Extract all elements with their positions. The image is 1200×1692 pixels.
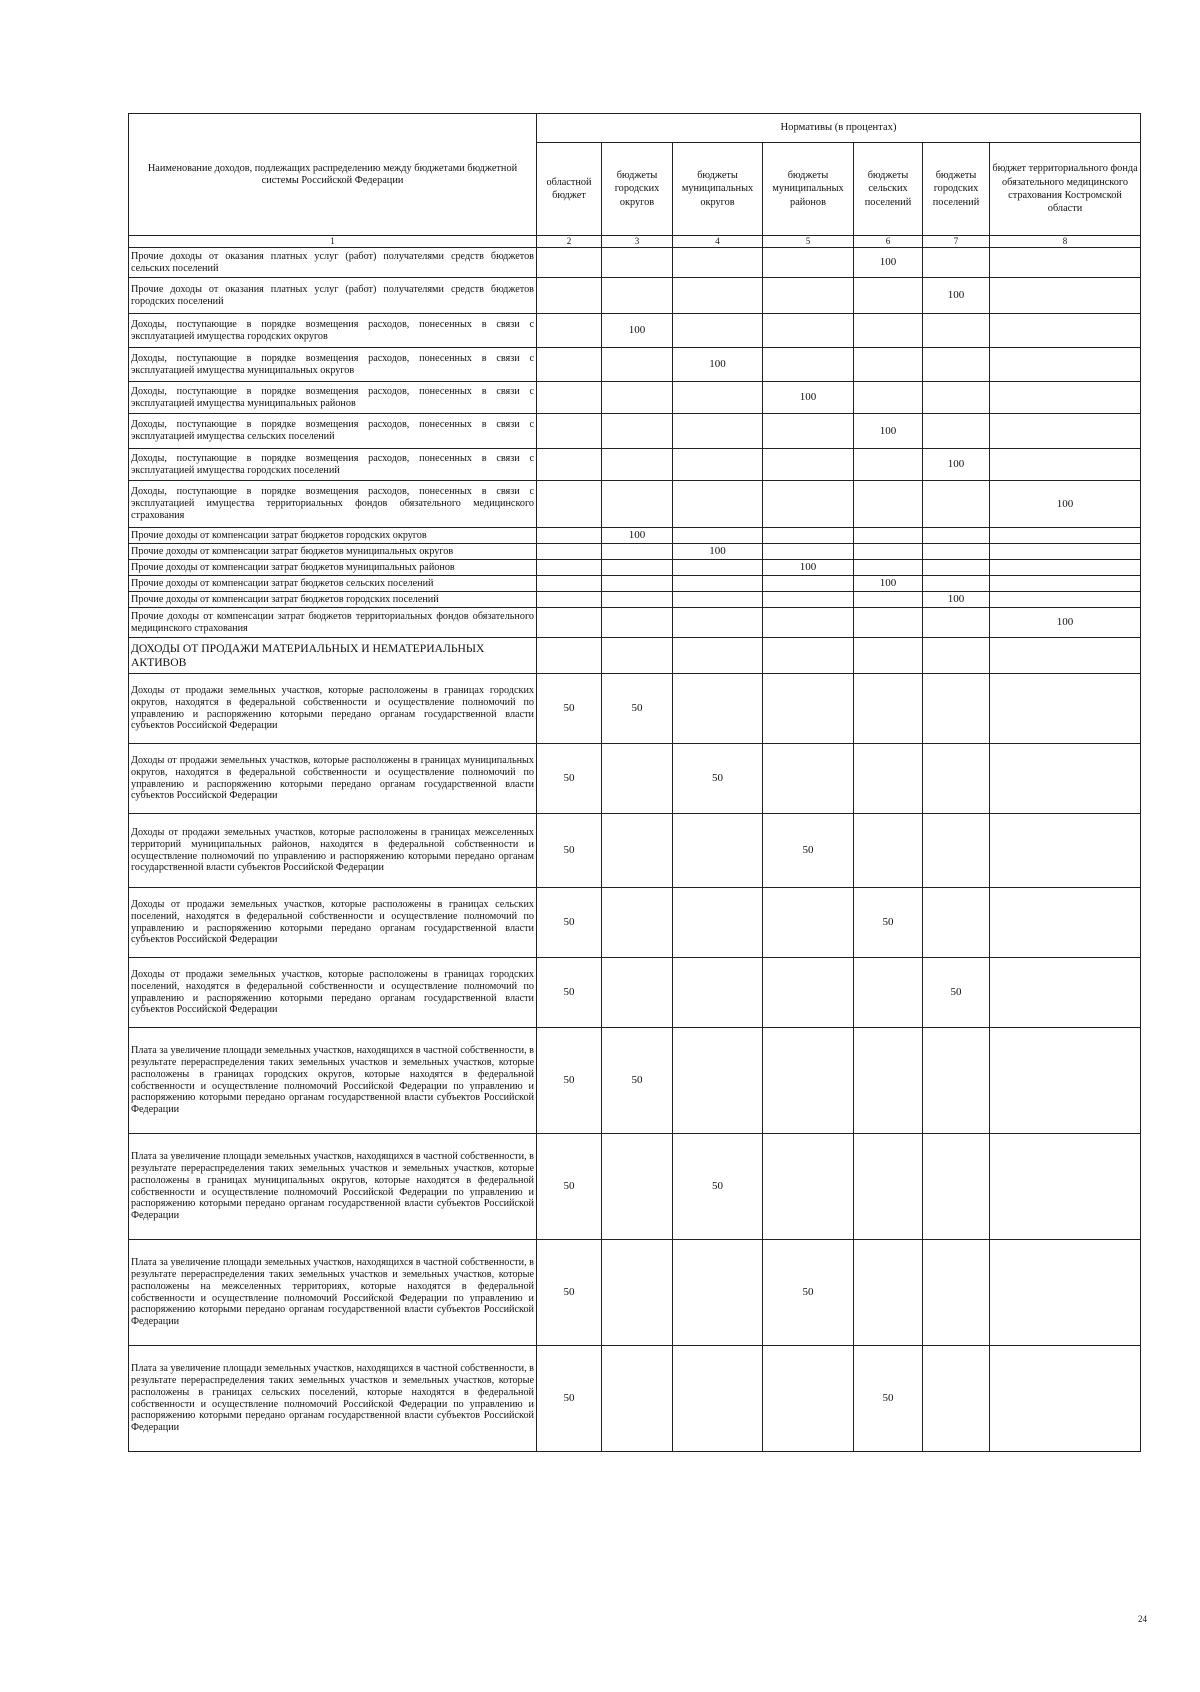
document-page <box>128 113 1140 1452</box>
norm-value-cell <box>990 560 1141 576</box>
norm-value-cell <box>673 314 763 348</box>
norm-value-cell <box>602 576 673 592</box>
table-row <box>129 888 1141 958</box>
table-row <box>129 481 1141 528</box>
norm-value-cell <box>990 958 1141 1028</box>
revenue-name-cell: Плата за увеличение площади земельных участков, находящихся в частной собственности, в результате перераспределения таких земельных участков и земельных участков, которые расположены в границах сельских поселений, которые находятся в федеральной собственности и осуществление полномочий Российской Федерации по управлению и распоряжению которыми передано органам государственной власти субъектов Российской Федерации <box>129 1346 537 1452</box>
column-number: 1 <box>129 236 537 248</box>
revenue-name-cell: Доходы от продажи земельных участков, которые расположены в границах муниципальных округов, находятся в федеральной собственности и осуществление полномочий по управлению и распоряжению которыми передано органам государственной власти субъектов Российской Федерации <box>129 744 537 814</box>
revenue-name-cell: Доходы, поступающие в порядке возмещения расходов, понесенных в связи с эксплуатацией имущества муниципальных округов <box>129 348 537 382</box>
norm-value-cell <box>923 1134 990 1240</box>
norm-value-cell <box>990 248 1141 278</box>
norm-value-cell: 50 <box>923 958 990 1028</box>
norm-value-cell <box>537 608 602 638</box>
revenue-name-cell: Доходы от продажи земельных участков, которые расположены в границах городских поселений, находятся в федеральной собственности и осуществление полномочий по управлению и распоряжению которыми передано органам государственной власти субъектов Российской Федерации <box>129 958 537 1028</box>
norm-value-cell <box>990 348 1141 382</box>
norm-value-cell: 50 <box>537 1028 602 1134</box>
norm-value-cell <box>602 382 673 414</box>
norm-value-cell <box>763 1346 854 1452</box>
norm-value-cell: 50 <box>537 814 602 888</box>
norm-value-cell: 100 <box>673 348 763 382</box>
norm-value-cell <box>673 560 763 576</box>
norm-value-cell: 100 <box>854 576 923 592</box>
norm-value-cell <box>923 544 990 560</box>
empty-cell <box>923 638 990 674</box>
empty-cell <box>990 638 1141 674</box>
column-numbers-row <box>129 236 1141 248</box>
norm-value-cell: 50 <box>537 674 602 744</box>
norm-value-cell <box>854 481 923 528</box>
norm-value-cell <box>990 449 1141 481</box>
norm-value-cell <box>923 414 990 449</box>
norm-value-cell <box>763 674 854 744</box>
norm-value-cell: 50 <box>854 888 923 958</box>
norm-value-cell <box>854 314 923 348</box>
norm-value-cell: 50 <box>673 1134 763 1240</box>
norm-value-cell <box>990 1240 1141 1346</box>
norm-value-cell <box>673 592 763 608</box>
norm-value-cell <box>990 744 1141 814</box>
table-row <box>129 544 1141 560</box>
norm-value-cell <box>602 888 673 958</box>
norm-value-cell <box>602 544 673 560</box>
column-number: 2 <box>537 236 602 248</box>
norm-value-cell: 50 <box>537 1346 602 1452</box>
column-number: 4 <box>673 236 763 248</box>
revenue-norms-table <box>128 113 1141 1452</box>
norm-value-cell <box>673 674 763 744</box>
norm-value-cell <box>763 608 854 638</box>
norm-value-cell: 50 <box>763 1240 854 1346</box>
norm-value-cell: 100 <box>854 414 923 449</box>
revenue-name-cell: Прочие доходы от компенсации затрат бюджетов территориальных фондов обязательного медицинского страхования <box>129 608 537 638</box>
norm-value-cell <box>923 382 990 414</box>
table-row <box>129 814 1141 888</box>
header-row-group <box>129 114 1141 143</box>
norm-value-cell <box>854 560 923 576</box>
norm-value-cell <box>537 481 602 528</box>
norm-value-cell <box>602 481 673 528</box>
norm-value-cell: 50 <box>537 958 602 1028</box>
revenue-name-cell: Доходы от продажи земельных участков, которые расположены в границах межселенных территорий муниципальных районов, находятся в федеральной собственности и осуществление полномочий по управлению и распоряжению которыми передано органам государственной власти субъектов Российской Федерации <box>129 814 537 888</box>
norm-value-cell <box>602 1134 673 1240</box>
norm-value-cell: 50 <box>537 1240 602 1346</box>
norm-value-cell <box>990 576 1141 592</box>
norm-value-cell <box>854 1028 923 1134</box>
norm-value-cell: 100 <box>763 382 854 414</box>
norm-value-cell <box>673 382 763 414</box>
norm-value-cell <box>923 481 990 528</box>
norm-value-cell: 100 <box>923 592 990 608</box>
column-header-name: Наименование доходов, подлежащих распределению между бюджетами бюджетной системы Российской Федерации <box>129 114 537 236</box>
revenue-name-cell: Доходы, поступающие в порядке возмещения расходов, понесенных в связи с эксплуатацией имущества сельских поселений <box>129 414 537 449</box>
norm-value-cell <box>763 576 854 592</box>
norm-value-cell <box>602 958 673 1028</box>
norm-value-cell <box>763 278 854 314</box>
norm-value-cell: 50 <box>602 1028 673 1134</box>
norm-value-cell <box>763 528 854 544</box>
column-header-city-districts: бюджеты городских округов <box>602 143 673 236</box>
revenue-name-cell: Прочие доходы от компенсации затрат бюджетов муниципальных районов <box>129 560 537 576</box>
norm-value-cell <box>990 314 1141 348</box>
column-number: 6 <box>854 236 923 248</box>
table-row <box>129 528 1141 544</box>
norm-value-cell <box>854 592 923 608</box>
norm-value-cell <box>763 744 854 814</box>
norm-value-cell <box>602 449 673 481</box>
norm-value-cell <box>923 528 990 544</box>
norm-value-cell <box>673 481 763 528</box>
norm-value-cell <box>990 544 1141 560</box>
norm-value-cell <box>602 248 673 278</box>
norm-value-cell: 100 <box>602 528 673 544</box>
norm-value-cell: 50 <box>854 1346 923 1452</box>
norm-value-cell <box>854 814 923 888</box>
norm-value-cell <box>537 314 602 348</box>
norm-value-cell <box>537 348 602 382</box>
column-header-municipal-districts: бюджеты муниципальных округов <box>673 143 763 236</box>
norm-value-cell <box>854 958 923 1028</box>
revenue-name-cell: Доходы, поступающие в порядке возмещения расходов, понесенных в связи с эксплуатацией имущества городских поселений <box>129 449 537 481</box>
norm-value-cell <box>990 1134 1141 1240</box>
norm-value-cell <box>923 1240 990 1346</box>
norm-value-cell <box>990 888 1141 958</box>
norm-value-cell <box>602 1346 673 1452</box>
norm-value-cell: 100 <box>990 608 1141 638</box>
norm-value-cell <box>990 278 1141 314</box>
norm-value-cell <box>602 348 673 382</box>
norm-value-cell <box>990 592 1141 608</box>
table-row <box>129 592 1141 608</box>
column-number: 3 <box>602 236 673 248</box>
column-header-municipal-regions: бюджеты муниципальных районов <box>763 143 854 236</box>
norm-value-cell: 50 <box>537 744 602 814</box>
norm-value-cell <box>537 278 602 314</box>
column-header-urban-settlements: бюджеты городских поселений <box>923 143 990 236</box>
table-row <box>129 744 1141 814</box>
norm-value-cell <box>673 608 763 638</box>
table-row <box>129 348 1141 382</box>
column-header-regional: областной бюджет <box>537 143 602 236</box>
norm-value-cell <box>990 414 1141 449</box>
norm-value-cell <box>990 382 1141 414</box>
norm-value-cell <box>990 1346 1141 1452</box>
revenue-name-cell: Доходы от продажи земельных участков, которые расположены в границах сельских поселений, находятся в федеральной собственности и осуществление полномочий по управлению и распоряжению которыми передано органам государственной власти субъектов Российской Федерации <box>129 888 537 958</box>
norm-value-cell: 50 <box>673 744 763 814</box>
norm-value-cell <box>673 958 763 1028</box>
norm-value-cell <box>673 576 763 592</box>
revenue-name-cell: Доходы, поступающие в порядке возмещения расходов, понесенных в связи с эксплуатацией имущества городских округов <box>129 314 537 348</box>
norm-value-cell <box>990 674 1141 744</box>
norm-value-cell <box>763 1028 854 1134</box>
norm-value-cell <box>537 560 602 576</box>
norm-value-cell <box>673 278 763 314</box>
norm-value-cell <box>673 248 763 278</box>
column-number: 7 <box>923 236 990 248</box>
norm-value-cell <box>923 1346 990 1452</box>
norm-value-cell <box>673 1028 763 1134</box>
norm-value-cell <box>923 888 990 958</box>
column-header-medical-insurance-fund: бюджет территориального фонда обязательного медицинского страхования Костромской области <box>990 143 1141 236</box>
table-row <box>129 958 1141 1028</box>
norm-value-cell <box>923 560 990 576</box>
empty-cell <box>763 638 854 674</box>
norm-value-cell: 50 <box>763 814 854 888</box>
norm-value-cell <box>923 608 990 638</box>
norm-value-cell <box>763 888 854 958</box>
revenue-name-cell: Доходы, поступающие в порядке возмещения расходов, понесенных в связи с эксплуатацией имущества территориальных фондов обязательного медицинского страхования <box>129 481 537 528</box>
table-row <box>129 608 1141 638</box>
norm-value-cell <box>602 608 673 638</box>
table-body <box>129 248 1141 1452</box>
table-row <box>129 414 1141 449</box>
norm-value-cell: 50 <box>537 1134 602 1240</box>
norm-value-cell <box>537 449 602 481</box>
table-row <box>129 560 1141 576</box>
norm-value-cell <box>763 592 854 608</box>
norm-value-cell <box>854 674 923 744</box>
norm-value-cell <box>854 1134 923 1240</box>
revenue-name-cell: Плата за увеличение площади земельных участков, находящихся в частной собственности, в результате перераспределения таких земельных участков и земельных участков, которые расположены на межселенных территориях, которые находятся в федеральной собственности и осуществление полномочий Российской Федерации по управлению и распоряжению которыми передано органам государственной власти субъектов Российской Федерации <box>129 1240 537 1346</box>
norm-value-cell <box>602 592 673 608</box>
norm-value-cell: 100 <box>673 544 763 560</box>
norm-value-cell <box>537 544 602 560</box>
revenue-name-cell: Плата за увеличение площади земельных участков, находящихся в частной собственности, в результате перераспределения таких земельных участков и земельных участков, которые расположены в границах городских округов, которые находятся в федеральной собственности и осуществление полномочий Российской Федерации по управлению и распоряжению которыми передано органам государственной власти субъектов Российской Федерации <box>129 1028 537 1134</box>
table-row <box>129 382 1141 414</box>
norm-value-cell <box>923 744 990 814</box>
norm-value-cell <box>537 248 602 278</box>
column-number: 5 <box>763 236 854 248</box>
norm-value-cell: 50 <box>537 888 602 958</box>
norm-value-cell <box>854 744 923 814</box>
norm-value-cell <box>854 382 923 414</box>
norm-value-cell <box>602 814 673 888</box>
norm-value-cell <box>673 449 763 481</box>
norm-value-cell <box>763 314 854 348</box>
norm-value-cell <box>923 814 990 888</box>
norm-value-cell: 100 <box>602 314 673 348</box>
table-row <box>129 449 1141 481</box>
table-row <box>129 1346 1141 1452</box>
norm-value-cell <box>923 314 990 348</box>
revenue-name-cell: Прочие доходы от компенсации затрат бюджетов городских поселений <box>129 592 537 608</box>
norm-value-cell <box>673 814 763 888</box>
norm-value-cell <box>854 348 923 382</box>
revenue-name-cell: Прочие доходы от оказания платных услуг (работ) получателями средств бюджетов сельских поселений <box>129 248 537 278</box>
norm-value-cell <box>673 1240 763 1346</box>
norm-value-cell: 100 <box>854 248 923 278</box>
norm-value-cell <box>763 481 854 528</box>
column-number: 8 <box>990 236 1141 248</box>
revenue-name-cell: Прочие доходы от компенсации затрат бюджетов муниципальных округов <box>129 544 537 560</box>
table-row <box>129 314 1141 348</box>
column-group-header: Нормативы (в процентах) <box>537 114 1141 143</box>
norm-value-cell <box>537 528 602 544</box>
revenue-name-cell: Плата за увеличение площади земельных участков, находящихся в частной собственности, в результате перераспределения таких земельных участков и земельных участков, которые расположены в границах муниципальных округов, которые находятся в федеральной собственности и осуществление полномочий Российской Федерации по управлению и распоряжению которыми передано органам государственной власти субъектов Российской Федерации <box>129 1134 537 1240</box>
norm-value-cell <box>763 248 854 278</box>
norm-value-cell <box>602 278 673 314</box>
norm-value-cell <box>763 958 854 1028</box>
page-number: 24 <box>1138 1614 1147 1624</box>
table-row <box>129 576 1141 592</box>
norm-value-cell <box>673 528 763 544</box>
norm-value-cell <box>990 814 1141 888</box>
norm-value-cell <box>602 560 673 576</box>
norm-value-cell: 100 <box>923 278 990 314</box>
norm-value-cell <box>854 278 923 314</box>
revenue-name-cell: Доходы, поступающие в порядке возмещения расходов, понесенных в связи с эксплуатацией имущества муниципальных районов <box>129 382 537 414</box>
norm-value-cell: 50 <box>602 674 673 744</box>
norm-value-cell <box>763 544 854 560</box>
norm-value-cell <box>602 1240 673 1346</box>
norm-value-cell <box>854 608 923 638</box>
norm-value-cell <box>763 414 854 449</box>
norm-value-cell <box>673 1346 763 1452</box>
norm-value-cell <box>602 414 673 449</box>
table-row <box>129 1028 1141 1134</box>
section-row <box>129 638 1141 674</box>
table-row <box>129 1134 1141 1240</box>
norm-value-cell <box>990 1028 1141 1134</box>
norm-value-cell <box>923 1028 990 1134</box>
norm-value-cell <box>854 544 923 560</box>
norm-value-cell <box>537 576 602 592</box>
norm-value-cell <box>990 528 1141 544</box>
norm-value-cell <box>923 576 990 592</box>
norm-value-cell <box>763 348 854 382</box>
revenue-name-cell: Доходы от продажи земельных участков, которые расположены в границах городских округов, находятся в федеральной собственности и осуществление полномочий по управлению и распоряжению которыми передано органам государственной власти субъектов Российской Федерации <box>129 674 537 744</box>
norm-value-cell <box>537 592 602 608</box>
norm-value-cell <box>673 888 763 958</box>
norm-value-cell <box>673 414 763 449</box>
norm-value-cell <box>763 1134 854 1240</box>
norm-value-cell <box>923 248 990 278</box>
revenue-name-cell: Прочие доходы от оказания платных услуг (работ) получателями средств бюджетов городских поселений <box>129 278 537 314</box>
table-row <box>129 248 1141 278</box>
column-header-rural-settlements: бюджеты сельских поселений <box>854 143 923 236</box>
table-row <box>129 1240 1141 1346</box>
norm-value-cell <box>854 528 923 544</box>
empty-cell <box>537 638 602 674</box>
norm-value-cell: 100 <box>763 560 854 576</box>
table-row <box>129 278 1141 314</box>
revenue-name-cell: Прочие доходы от компенсации затрат бюджетов городских округов <box>129 528 537 544</box>
table-row <box>129 674 1141 744</box>
norm-value-cell: 100 <box>990 481 1141 528</box>
norm-value-cell <box>923 348 990 382</box>
norm-value-cell <box>923 674 990 744</box>
revenue-name-cell: Прочие доходы от компенсации затрат бюджетов сельских поселений <box>129 576 537 592</box>
norm-value-cell <box>854 449 923 481</box>
norm-value-cell <box>854 1240 923 1346</box>
norm-value-cell <box>537 382 602 414</box>
section-title: ДОХОДЫ ОТ ПРОДАЖИ МАТЕРИАЛЬНЫХ И НЕМАТЕРИАЛЬНЫХ АКТИВОВ <box>129 638 537 674</box>
norm-value-cell <box>602 744 673 814</box>
empty-cell <box>673 638 763 674</box>
norm-value-cell <box>537 414 602 449</box>
norm-value-cell: 100 <box>923 449 990 481</box>
norm-value-cell <box>763 449 854 481</box>
empty-cell <box>854 638 923 674</box>
empty-cell <box>602 638 673 674</box>
